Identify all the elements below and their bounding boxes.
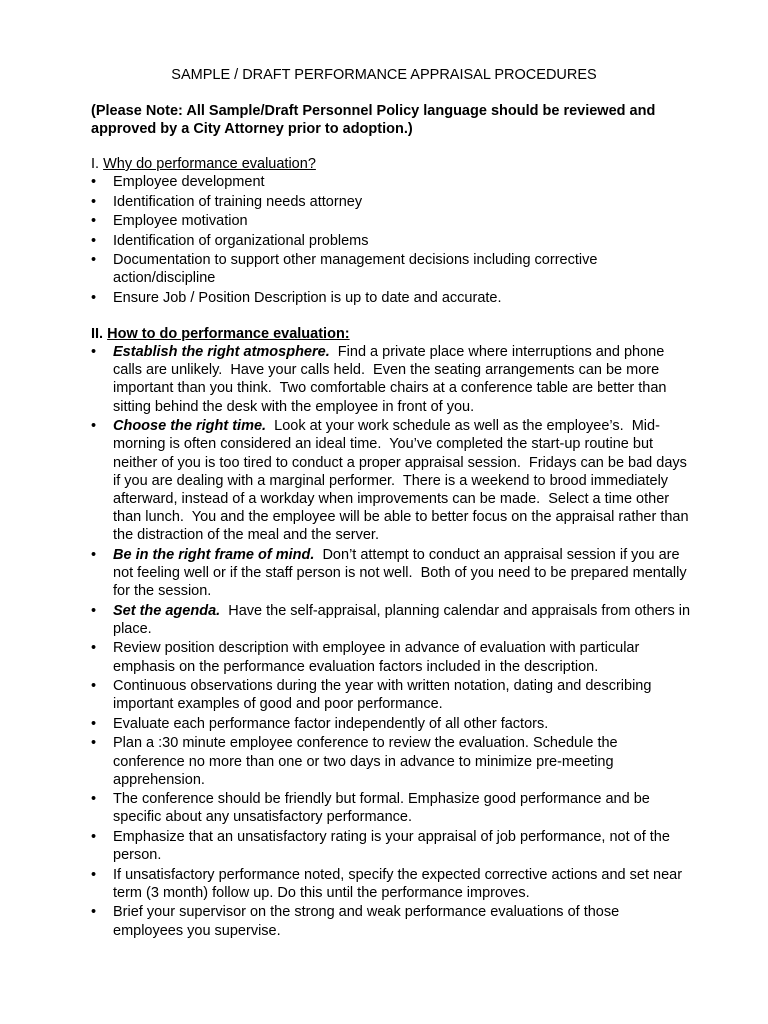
list-item: [91, 828, 691, 864]
section-number: I.: [91, 156, 104, 172]
section-heading: [91, 325, 691, 343]
bullet-icon: •: [91, 418, 97, 435]
bullet-icon: •: [91, 174, 97, 190]
bullet-icon: •: [91, 193, 97, 210]
list-item: [91, 677, 691, 713]
list-item-text: Emphasize that an unsatisfactory rating is your appraisal of job performance, not of the person.: [113, 828, 674, 864]
bullet-icon: •: [91, 289, 97, 306]
list-item: [91, 289, 691, 307]
bullet-icon: •: [91, 678, 97, 695]
bullet-icon: •: [91, 213, 97, 229]
list-item: [91, 602, 695, 638]
list-item-lead: Choose the right time.: [113, 418, 267, 435]
list-item-lead: Be in the right frame of mind.: [113, 546, 315, 563]
list-item-text: Brief your supervisor on the strong and weak performance evaluations of those employees you supervise.: [113, 904, 624, 939]
section-title: How to do performance evaluation:: [107, 326, 350, 342]
bullet-icon: •: [91, 546, 97, 563]
list-item-text: Continuous observations during the year with written notation, dating and describing important examples of good and poor performance.: [113, 678, 656, 713]
list-item: [91, 903, 691, 939]
bullet-icon: •: [91, 866, 97, 883]
list-item: [91, 251, 691, 287]
list-item: [91, 343, 691, 416]
list-item-text: Employee development: [113, 174, 265, 190]
bullet-icon: •: [91, 252, 97, 268]
list-item: [91, 546, 691, 601]
list-item-text: Plan a :30 minute employee conference to review the evaluation. Schedule the conference no more than one or two days in advance to minimize pre-meeting apprehension.: [113, 735, 622, 788]
bullet-icon: •: [91, 344, 97, 360]
list-item-text: Documentation to support other management decisions including corrective action/discipline: [113, 252, 598, 287]
list-item: [91, 417, 691, 544]
list-item: [91, 639, 691, 675]
list-item-text: Review position description with employee in advance of evaluation with particular emphasis on the performance evaluation factors included in the description.: [113, 640, 644, 675]
list-item-text: Don’t attempt to conduct an appraisal session if you are not feeling well or if the staff person is not well. Both of you need to be prepared mentally for the session.: [113, 546, 691, 600]
list-item-lead: Establish the right atmosphere.: [113, 344, 330, 360]
reasons-list: [91, 173, 691, 307]
bullet-icon: •: [91, 828, 97, 845]
document-title: SAMPLE / DRAFT PERFORMANCE APPRAISAL PROCEDURES: [171, 67, 597, 83]
section-why-evaluate: [91, 155, 691, 308]
section-heading: [91, 155, 691, 173]
list-item: [91, 193, 691, 211]
bullet-icon: •: [91, 715, 97, 732]
list-item-text: Find a private place where interruptions and phone calls are unlikely. Have your calls held. Even the seating arrangements can be more important than you think. Two comfortable chairs at a conference table are better than sitting behind the desk with the employee in front of you.: [113, 344, 671, 415]
bullet-icon: •: [91, 232, 97, 249]
list-item-text: If unsatisfactory performance noted, specify the expected corrective actions and set near term (3 month) follow up. Do this until the performance improves.: [113, 866, 687, 901]
section-title: Why do performance evaluation?: [103, 156, 316, 172]
list-item: [91, 734, 691, 789]
list-item: [91, 173, 691, 191]
procedures-list: [91, 343, 695, 940]
list-item-text: Identification of training needs attorney: [113, 193, 363, 210]
list-item: [91, 866, 691, 902]
bullet-icon: •: [91, 602, 97, 619]
list-item: [91, 790, 691, 826]
bullet-icon: •: [91, 904, 97, 921]
section-how-to-evaluate: [91, 325, 695, 941]
list-item-text: Employee motivation: [113, 213, 248, 229]
section-number: II.: [91, 326, 108, 342]
list-item: [91, 212, 691, 230]
list-item-text: Identification of organizational problems: [113, 232, 369, 249]
list-item-text: Have the self-appraisal, planning calendar and appraisals from others in place.: [113, 602, 695, 637]
list-item-text: Ensure Job / Position Description is up to date and accurate.: [113, 289, 502, 306]
bullet-icon: •: [91, 735, 97, 752]
list-item-text: The conference should be friendly but formal. Emphasize good performance and be specific about any unsatisfactory performance.: [113, 791, 654, 826]
list-item: [91, 232, 691, 250]
list-item-text: Look at your work schedule as well as the employee’s. Mid-morning is often considered an ideal time. You’ve completed the start-up routine but neither of you is too tired to conduct a proper appraisal session. Fridays can be bad days if you are dealing with a marginal performer. There is a weekend to brood immediately afterward, instead of a workday when improvements can be made. Select a time other than lunch. You and the employee will be able to better focus on the appraisal rather than the distraction of the meal and the server.: [113, 418, 693, 544]
attorney-review-note: (Please Note: All Sample/Draft Personnel Policy language should be reviewed and approved by a City Attorney prior to adoption.): [91, 103, 656, 137]
list-item-text: Evaluate each performance factor independently of all other factors.: [113, 715, 549, 732]
list-item-lead: Set the agenda.: [113, 602, 221, 619]
list-item: [91, 715, 691, 733]
bullet-icon: •: [91, 791, 97, 808]
bullet-icon: •: [91, 640, 97, 657]
